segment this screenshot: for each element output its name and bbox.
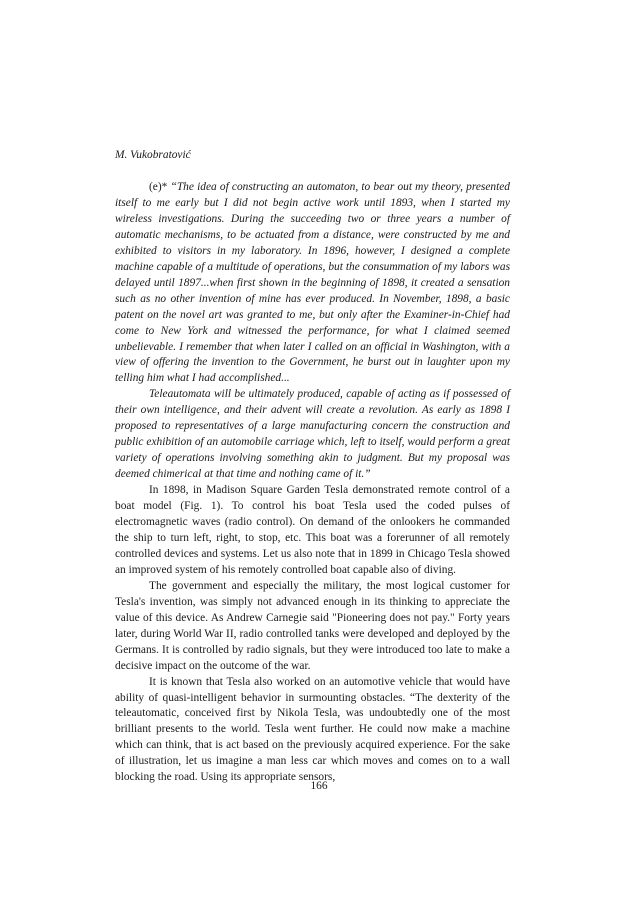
paragraph-teleautomata-quote: Teleautomata will be ultimately produced, capable of acting as if possessed of their own intelligence, and their advent will create a revolution. As early as 1898 I proposed to representatives of a large manufacturing concern the construction and public exhibition of an automobile carriage which, left to itself, would perform a great variety of operations involving something akin to judgment. But my proposal was deemed chimerical at that time and nothing came of it.” xyxy=(115,388,510,481)
quote-text: “The idea of constructing an automaton, to bear out my theory, presented itself to me early but I did not begin active work until 1893, when I started my wireless investigations. During the succeeding two or three years a number of automatic mechanisms, to be actuated from a distance, were constructed by me and exhibited to visitors in my laboratory. In 1896, however, I designed a complete machine capable of a multitude of operations, but the consummation of my labors was delayed until 1897...when first shown in the beginning of 1898, it created a sensation such as no other invention of mine has ever produced. In November, 1898, a basic patent on the novel art was granted to me, but only after the Examiner-in-Chief had come to New York and witnessed the performance, for what I claimed seemed unbelievable. I remember that when later I called on an official in Washington, with a view of offering the invention to the Government, he burst out in laughter upon my telling him what I had accomplished... xyxy=(115,181,510,385)
footnote-marker: (e)* xyxy=(149,181,171,193)
running-header-author: M. Vukobratović xyxy=(115,149,191,161)
paragraph-automotive-vehicle: It is known that Tesla also worked on an automotive vehicle that would have ability of quasi-intelligent behavior in surmounting obstacles. “The dexterity of the teleautomatic, conceived first by Nikola Tesla, was undoubtedly one of the most brilliant presents to the world. Tesla went further. He could now make a machine which can think, that is act based on the previously acquired experience. For the sake of illustration, let us imagine a man less car which moves and comes on to a wall blocking the road. Using its appropriate sensors, xyxy=(115,675,510,784)
page-number: 166 xyxy=(310,780,328,792)
body-text xyxy=(115,180,510,786)
paragraph-government-military: The government and especially the military, the most logical customer for Tesla's invention, was simply not advanced enough in its thinking to appreciate the value of this device. As Andrew Carnegie said "Pioneering does not pay." Forty years later, during World War II, radio controlled tanks were developed and deployed by the Germans. It is controlled by radio signals, but they were introduced too late to make a decisive impact on the outcome of the war. xyxy=(115,579,510,672)
paragraph-madison-square-garden: In 1898, in Madison Square Garden Tesla demonstrated remote control of a boat model (Fig. 1). To control his boat Tesla used the coded pulses of electromagnetic waves (radio control). On demand of the onlookers he commanded the ship to turn left, right, to stop, etc. This boat was a forerunner of all remotely controlled devices and systems. Let us also note that in 1899 in Chicago Tesla showed an improved system of his remotely controlled boat capable also of diving. xyxy=(115,484,510,576)
paragraph-tesla-quote xyxy=(115,180,510,387)
